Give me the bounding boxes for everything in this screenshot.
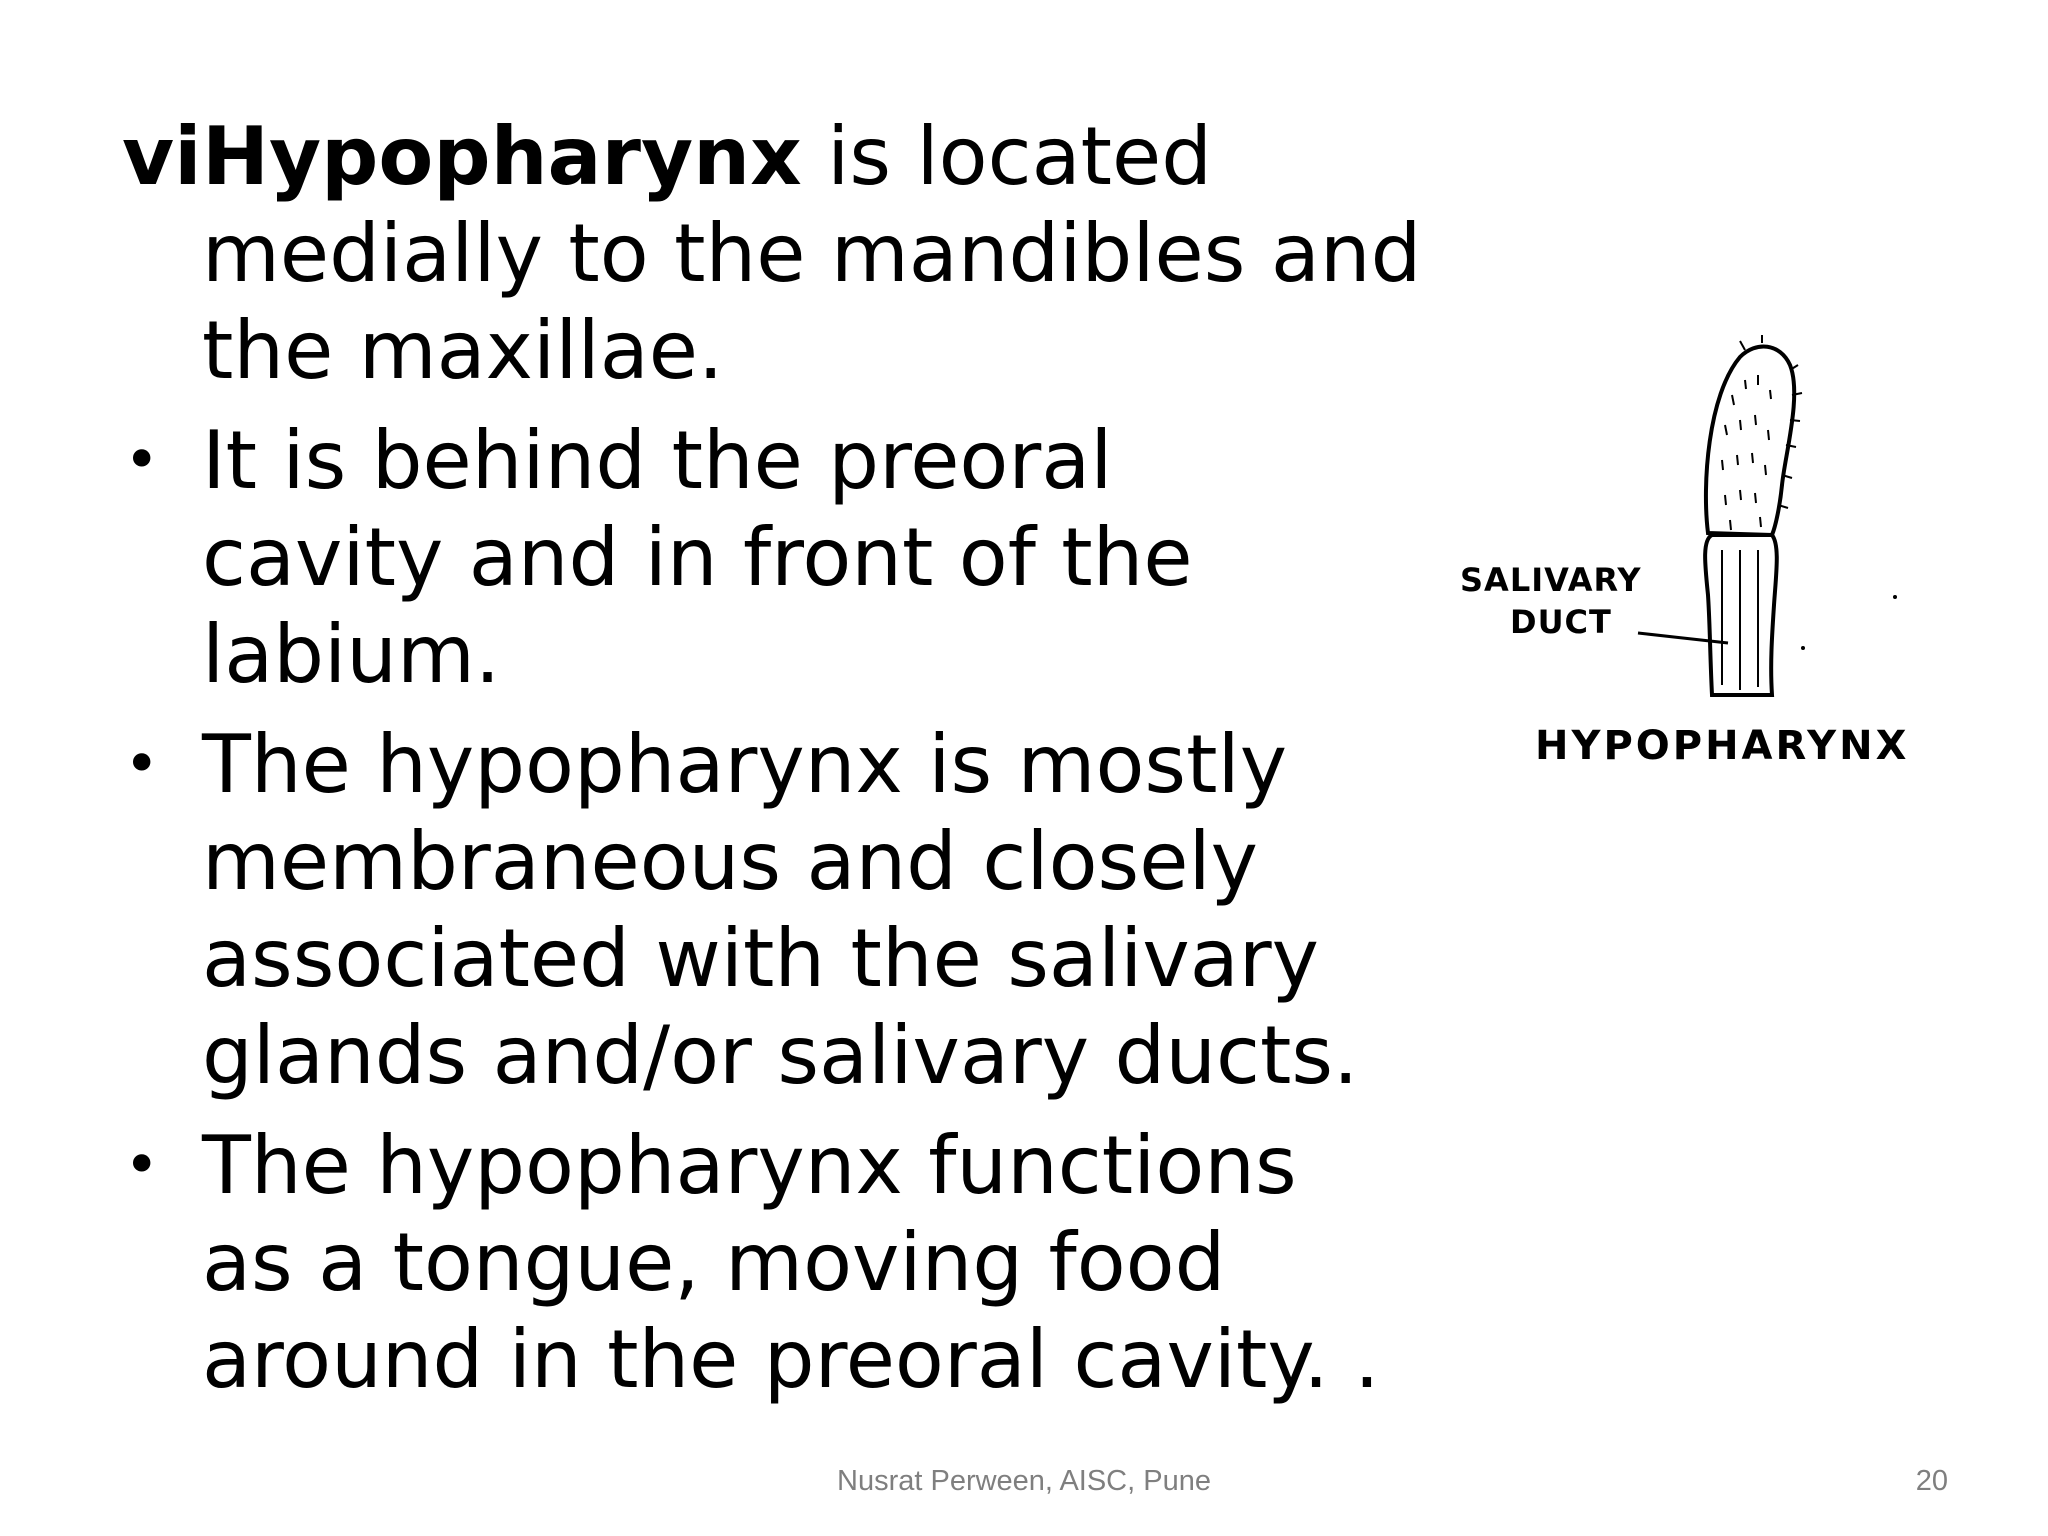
slide-number: 20: [1915, 1465, 1948, 1497]
text-line: the maxillae.: [202, 304, 724, 397]
bullet-marker: •: [124, 729, 160, 799]
list-item-position: [122, 412, 1422, 703]
text-line: cavity and in front of the: [202, 511, 1193, 604]
text-line: labium.: [202, 608, 501, 701]
text-line: membraneous and closely: [202, 815, 1259, 908]
duct-pointer-line: [1638, 633, 1728, 643]
list-item-hypopharynx-location: [122, 108, 1422, 399]
list-marker: vi.: [122, 110, 232, 203]
keyword-hypopharynx: Hypopharynx: [202, 110, 802, 203]
text-line: glands and/or salivary ducts.: [202, 1009, 1359, 1102]
speck: [1893, 595, 1897, 599]
bullet-marker: •: [124, 425, 160, 495]
text-line: The hypopharynx functions: [202, 1119, 1297, 1212]
text-line: around in the preoral cavity. .: [202, 1313, 1380, 1406]
text-line: medially to the mandibles and: [202, 207, 1422, 300]
text-line: It is behind the preoral: [202, 414, 1113, 507]
figure-caption: HYPOPHARYNX: [1535, 723, 1910, 769]
text-line: as a tongue, moving food: [202, 1216, 1226, 1309]
speck: [1801, 646, 1805, 650]
duct-label: DUCT: [1510, 603, 1612, 641]
text-line: associated with the salivary: [202, 912, 1319, 1005]
hypopharynx-figure: [1440, 335, 1980, 775]
slide-body: [122, 108, 1422, 1421]
bullet-marker: •: [124, 1130, 160, 1200]
list-item-membraneous: [122, 716, 1422, 1104]
text-line: [202, 108, 1422, 205]
stalk-texture: [1722, 550, 1758, 690]
footer-author: Nusrat Perween, AISC, Pune: [837, 1465, 1211, 1497]
lobe-texture: [1722, 375, 1771, 530]
hypopharynx-illustration: [1440, 335, 1980, 775]
text-line: The hypopharynx is mostly: [202, 718, 1288, 811]
salivary-label: SALIVARY: [1460, 561, 1642, 599]
list-item-function: [122, 1117, 1422, 1408]
text-fragment: is located: [801, 110, 1212, 203]
